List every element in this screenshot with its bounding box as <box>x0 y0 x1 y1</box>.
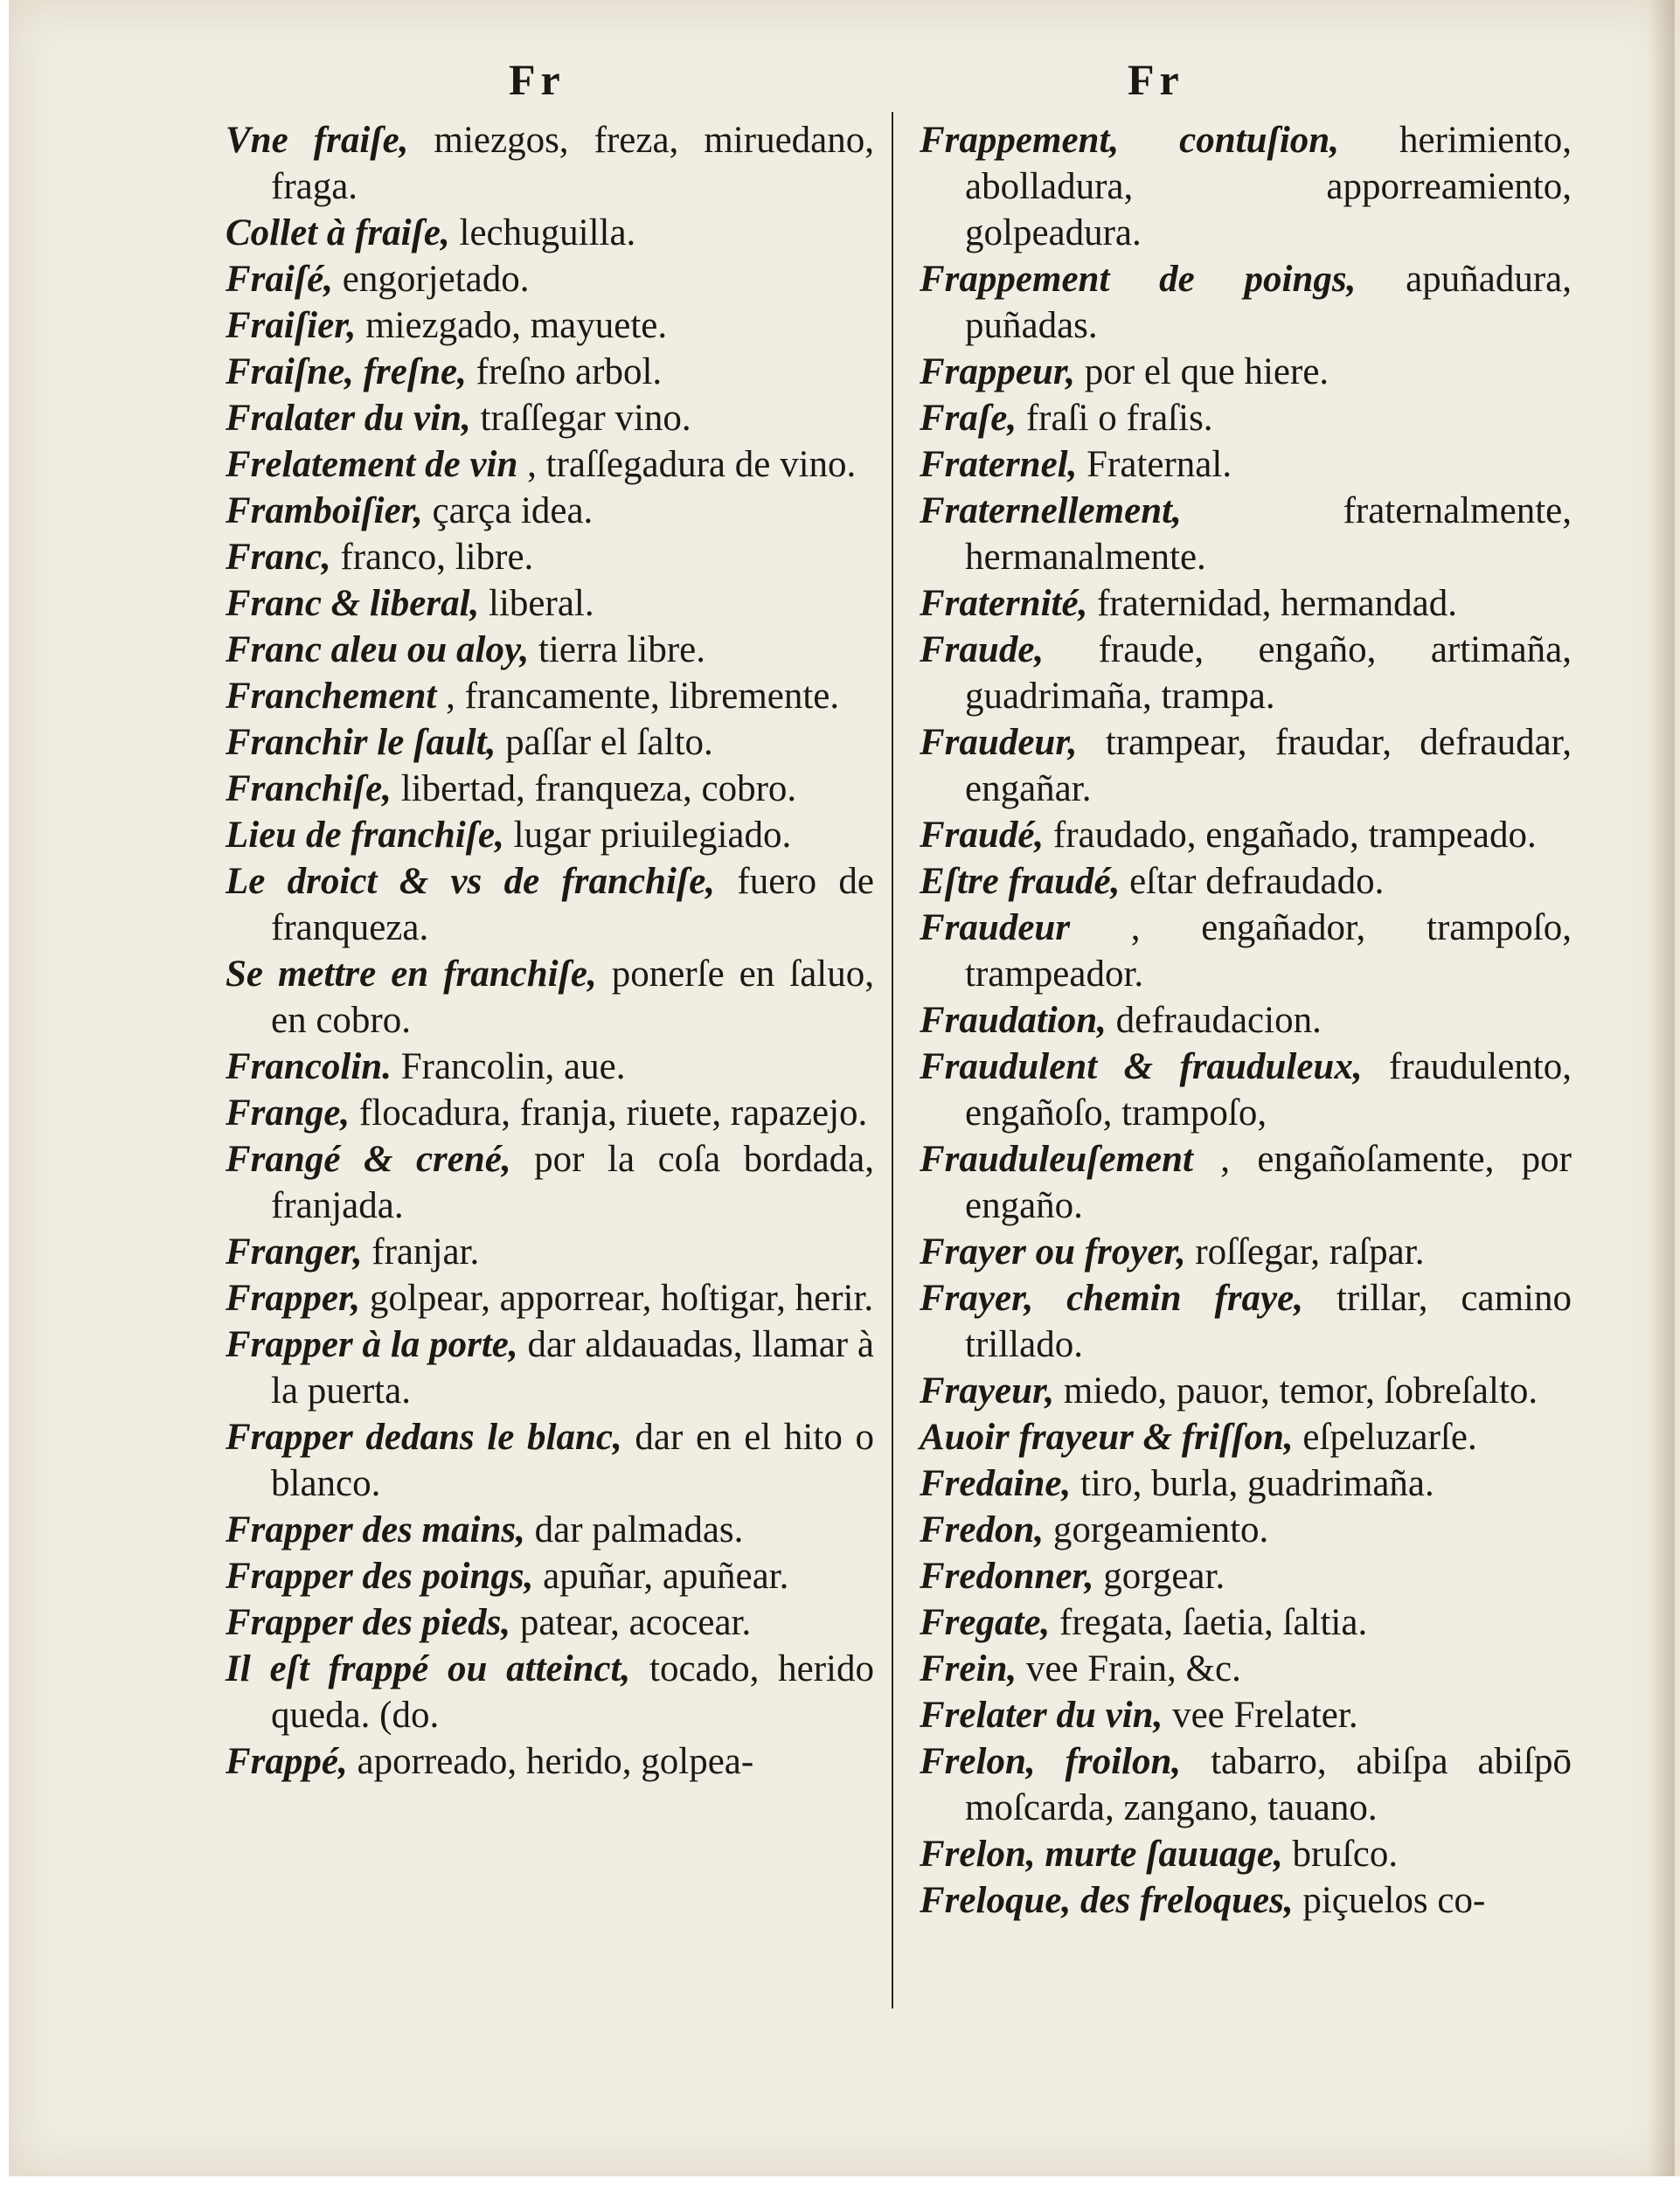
dictionary-entry <box>226 117 874 210</box>
scan-bottom-margin <box>0 2176 1680 2185</box>
dictionary-entry <box>920 812 1572 858</box>
dictionary-entry <box>226 1599 874 1646</box>
entry-definition: fraternidad, hermandad. <box>1087 583 1457 624</box>
dictionary-entry <box>920 1831 1572 1877</box>
entry-headword: Franc & liberal, <box>226 583 480 624</box>
entry-headword: Fralater du vin, <box>226 398 471 439</box>
entry-headword: Frappement de poings, <box>920 259 1357 300</box>
entry-headword: Frelater du vin, <box>920 1695 1163 1736</box>
entry-headword: Frapper à la porte, <box>226 1324 518 1365</box>
dictionary-entry <box>226 1321 874 1414</box>
entry-definition: dar palmadas. <box>524 1509 744 1550</box>
column-divider <box>892 112 893 2008</box>
entry-headword: Frelon, murte ſauuage, <box>920 1834 1283 1875</box>
entry-definition: gorgear. <box>1093 1556 1225 1597</box>
entry-definition: fuero de franqueza. <box>271 861 874 948</box>
entry-headword: Lieu de franchiſe, <box>226 815 504 856</box>
entry-definition: fraſi o fraſis. <box>1017 398 1213 439</box>
dictionary-entry <box>226 673 874 719</box>
dictionary-entry <box>920 1368 1572 1414</box>
entry-definition: por la coſa bordada, franjada. <box>271 1139 874 1226</box>
dictionary-entry <box>226 256 874 302</box>
dictionary-entry <box>920 905 1572 997</box>
dictionary-entry <box>226 1553 874 1599</box>
entry-headword: Eſtre fraudé, <box>920 861 1121 902</box>
dictionary-entry <box>920 580 1572 627</box>
entry-definition: tocado, herido queda. (do. <box>271 1648 874 1736</box>
dictionary-entry <box>226 1275 874 1321</box>
entry-headword: Fraiſé, <box>226 259 334 300</box>
dictionary-entry <box>226 858 874 951</box>
scan-left-margin <box>0 0 9 2185</box>
entry-headword: Frapper des poings, <box>226 1556 534 1597</box>
entry-definition: fraudulento, engañoſo, trampoſo, <box>965 1046 1572 1134</box>
dictionary-entry <box>226 1414 874 1507</box>
entry-headword: Frelatement de vin <box>226 444 518 485</box>
entry-headword: Se mettre en franchiſe, <box>226 954 597 995</box>
entry-headword: Framboiſier, <box>226 490 423 531</box>
entry-definition: fraude, engaño, artimaña, guadrimaña, trampa. <box>965 629 1572 717</box>
entry-headword: Frappé, <box>226 1741 348 1782</box>
dictionary-entry <box>920 256 1572 349</box>
entry-definition: defraudacion. <box>1106 1000 1322 1041</box>
dictionary-entry <box>920 349 1572 395</box>
dictionary-entry <box>226 812 874 858</box>
dictionary-entry <box>226 951 874 1044</box>
entry-headword: Vne fraiſe, <box>226 120 409 161</box>
entry-definition: eſtar defraudado. <box>1120 861 1385 902</box>
entry-definition: çarça idea. <box>422 490 594 531</box>
entry-definition: fregata, ſaetia, ſaltia. <box>1050 1602 1368 1643</box>
dictionary-entry <box>226 302 874 349</box>
dictionary-entry <box>920 1877 1572 1924</box>
entry-headword: Fredonner, <box>920 1556 1094 1597</box>
entry-definition: paſſar el ſalto. <box>496 722 713 763</box>
entry-headword: Frayer, chemin fraye, <box>920 1278 1303 1319</box>
dictionary-entry <box>226 580 874 627</box>
dictionary-entry <box>226 719 874 766</box>
entry-headword: Le droict & vs de franchiſe, <box>226 861 716 902</box>
entry-headword: Frayeur, <box>920 1370 1055 1412</box>
entry-definition: roſſegar, raſpar. <box>1185 1231 1425 1273</box>
dictionary-entry <box>226 766 874 812</box>
dictionary-entry <box>920 1229 1572 1275</box>
entry-definition: apuñadura, puñadas. <box>965 259 1572 346</box>
dictionary-entry <box>226 627 874 673</box>
entry-headword: Frein, <box>920 1648 1017 1689</box>
entry-definition: lechuguilla. <box>449 212 636 253</box>
entry-headword: Fraiſier, <box>226 305 357 346</box>
entry-definition: bruſco. <box>1282 1834 1399 1875</box>
dictionary-entry <box>226 1229 874 1275</box>
entry-definition: franjar. <box>362 1231 480 1273</box>
entry-definition: vee Frelater. <box>1163 1695 1358 1736</box>
entry-headword: Frappement, contuſion, <box>920 120 1339 161</box>
entry-definition: dar en el hito o blanco. <box>271 1417 874 1504</box>
page-edge-shadow <box>1649 0 1675 2185</box>
entry-headword: Fredon, <box>920 1509 1045 1550</box>
entry-definition: fraudado, engañado, trampeado. <box>1044 815 1537 856</box>
dictionary-entry <box>226 441 874 488</box>
dictionary-entry <box>920 488 1572 580</box>
dictionary-entry <box>226 1738 874 1785</box>
entry-definition: miezgos, freza, miruedano, fraga. <box>271 120 874 207</box>
entry-headword: Frange, <box>226 1092 351 1134</box>
dictionary-entry <box>226 488 874 534</box>
entry-headword: Frapper, <box>226 1278 361 1319</box>
entry-definition: tierra libre. <box>529 629 705 670</box>
entry-definition: miezgado, mayuete. <box>356 305 668 346</box>
entry-definition: libertad, franqueza, cobro. <box>391 768 797 809</box>
entry-definition: trillar, camino trillado. <box>965 1278 1572 1365</box>
entry-definition: patear, acocear. <box>510 1602 752 1643</box>
dictionary-entry <box>920 1599 1572 1646</box>
entry-headword: Freloque, des freloques, <box>920 1880 1294 1921</box>
dictionary-entry <box>920 1414 1572 1460</box>
entry-headword: Frangé & crené, <box>226 1139 511 1180</box>
entry-headword: Franchiſe, <box>226 768 392 809</box>
dictionary-entry <box>920 627 1572 719</box>
entry-definition: tiro, burla, guadrimaña. <box>1071 1463 1434 1504</box>
entry-headword: Frapper des pieds, <box>226 1602 511 1643</box>
dictionary-entry <box>920 1136 1572 1229</box>
entry-definition: aporreado, herido, golpea- <box>347 1741 754 1782</box>
entry-headword: Fraudeur <box>920 907 1071 948</box>
entry-definition: lugar priuilegiado. <box>503 815 792 856</box>
dictionary-entry <box>226 395 874 441</box>
entry-definition: apuñar, apuñear. <box>533 1556 789 1597</box>
entry-definition: dar aldauadas, llamar à la puerta. <box>271 1324 875 1412</box>
entry-definition: franco, libre. <box>330 537 534 578</box>
dictionary-entry <box>226 1090 874 1136</box>
entry-headword: Fraude, <box>920 629 1045 670</box>
entry-definition: trampear, fraudar, defraudar, engañar. <box>965 722 1572 809</box>
entry-headword: Franc aleu ou aloy, <box>226 629 530 670</box>
entry-definition: , francamente, libremente. <box>436 676 840 717</box>
dictionary-entry <box>920 1646 1572 1692</box>
entry-headword: Franchement <box>226 676 437 717</box>
entry-headword: Fraudé, <box>920 815 1045 856</box>
dictionary-entry <box>920 997 1572 1044</box>
dictionary-entry <box>920 1553 1572 1599</box>
entry-definition: freſno arbol. <box>466 351 663 392</box>
dictionary-entry <box>920 1692 1572 1738</box>
dictionary-entry <box>920 117 1572 256</box>
dictionary-entry <box>226 1507 874 1553</box>
entry-headword: Fraternité, <box>920 583 1088 624</box>
entry-headword: Frayer ou froyer, <box>920 1231 1186 1273</box>
entry-definition: tabarro, abiſpa abiſpō moſcarda, zangano, tauano. <box>965 1741 1572 1828</box>
entry-definition: por el que hiere. <box>1075 351 1329 392</box>
entry-headword: Fredaine, <box>920 1463 1072 1504</box>
entry-definition: eſpeluzarſe. <box>1293 1417 1477 1458</box>
dictionary-entry <box>226 1136 874 1229</box>
entry-definition: fraternalmente, hermanalmente. <box>965 490 1572 578</box>
entry-definition: Fraternal. <box>1077 444 1232 485</box>
dictionary-entry <box>920 719 1572 812</box>
entry-headword: Frapper dedans le blanc, <box>226 1417 622 1458</box>
entry-headword: Fraſe, <box>920 398 1017 439</box>
entry-headword: Fraudation, <box>920 1000 1107 1041</box>
entry-headword: Francolin. <box>226 1046 392 1087</box>
dictionary-entry <box>226 210 874 256</box>
entry-headword: Franchir le ſault, <box>226 722 496 763</box>
entry-definition: miedo, pauor, temor, ſobreſalto. <box>1054 1370 1538 1412</box>
dictionary-entry <box>920 1044 1572 1136</box>
dictionary-entry <box>226 349 874 395</box>
entry-headword: Frapper des mains, <box>226 1509 525 1550</box>
entry-headword: Collet à fraiſe, <box>226 212 450 253</box>
dictionary-entry <box>920 441 1572 488</box>
entry-headword: Il eſt frappé ou atteinct, <box>226 1648 631 1689</box>
entry-definition: , traſſegadura de vino. <box>517 444 857 485</box>
entry-headword: Fregate, <box>920 1602 1051 1643</box>
entry-headword: Frelon, froilon, <box>920 1741 1182 1782</box>
dictionary-entry <box>920 858 1572 905</box>
entry-headword: Franger, <box>226 1231 363 1273</box>
running-head-right: Fr <box>1128 55 1184 104</box>
entry-definition: engorjetado. <box>333 259 530 300</box>
entry-headword: Auoir frayeur & friſſon, <box>920 1417 1294 1458</box>
entry-definition: vee Frain, &c. <box>1017 1648 1241 1689</box>
entry-headword: Fraternel, <box>920 444 1078 485</box>
entry-definition: Francolin, aue. <box>391 1046 626 1087</box>
dictionary-entry <box>920 1507 1572 1553</box>
entry-definition: traſſegar vino. <box>470 398 691 439</box>
entry-definition: herimiento, abolladura, apporreamiento, golpeadura. <box>965 120 1572 253</box>
entry-headword: Frauduleuſement <box>920 1139 1193 1180</box>
entry-headword: Fraiſne, freſne, <box>226 351 467 392</box>
running-head-left: Fr <box>509 55 566 104</box>
entry-headword: Fraudulent & frauduleux, <box>920 1046 1363 1087</box>
entry-headword: Franc, <box>226 537 331 578</box>
right-column <box>920 117 1572 1924</box>
entry-headword: Frappeur, <box>920 351 1076 392</box>
dictionary-entry <box>226 1646 874 1738</box>
entry-headword: Fraternellement, <box>920 490 1182 531</box>
entry-headword: Fraudeur, <box>920 722 1078 763</box>
entry-definition: , engañador, trampoſo, trampeador. <box>965 907 1572 995</box>
entry-definition: liberal. <box>479 583 594 624</box>
dictionary-entry <box>920 395 1572 441</box>
entry-definition: gorgeamiento. <box>1044 1509 1269 1550</box>
entry-definition: flocadura, franja, riuete, rapazejo. <box>350 1092 868 1134</box>
left-column <box>226 117 874 1785</box>
dictionary-entry <box>226 534 874 580</box>
dictionary-entry <box>920 1738 1572 1831</box>
entry-definition: ponerſe en ſaluo, en cobro. <box>271 954 874 1041</box>
entry-definition: golpear, apporrear, hoſtigar, herir. <box>360 1278 874 1319</box>
dictionary-entry <box>920 1460 1572 1507</box>
entry-definition: , engañoſamente, por engaño. <box>965 1139 1572 1226</box>
dictionary-entry <box>226 1044 874 1090</box>
entry-definition: piçuelos co- <box>1293 1880 1486 1921</box>
dictionary-entry <box>920 1275 1572 1368</box>
